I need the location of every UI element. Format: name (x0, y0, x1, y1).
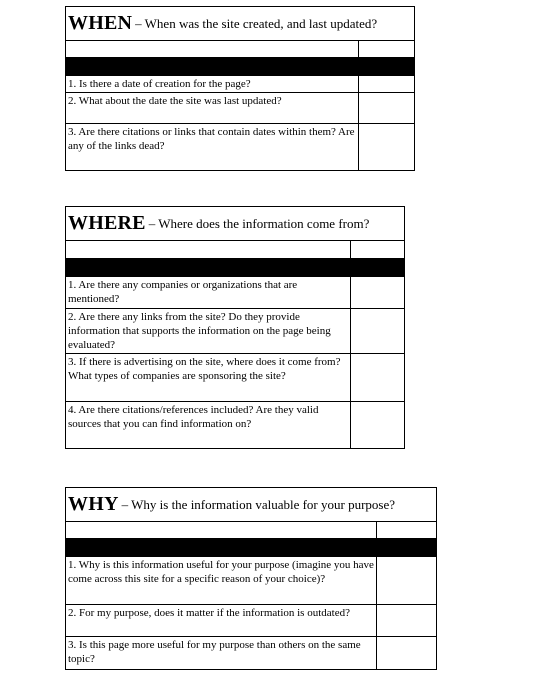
question-row: 4. Are there citations/references included? Are they valid sources that you can find information on? (66, 402, 404, 448)
black-band-row (66, 58, 414, 76)
empty-header-row (66, 522, 436, 539)
section-keyword: WHY (68, 493, 119, 515)
question-row: 3. Is this page more useful for my purpose than others on the same topic? (66, 637, 436, 669)
answer-cell[interactable] (351, 277, 404, 308)
empty-header-row (66, 241, 404, 259)
section-subtitle: – Where does the information come from? (148, 215, 370, 231)
question-row: 3. Are there citations or links that contain dates within them? Are any of the links dead? (66, 124, 414, 170)
when-table (65, 6, 415, 171)
answer-cell[interactable] (359, 76, 414, 92)
answer-cell[interactable] (377, 605, 436, 636)
answer-cell[interactable] (359, 124, 414, 170)
why-title-row (66, 488, 436, 522)
question-row: 2. Are there any links from the site? Do they provide information that supports the information on the page being evaluated? (66, 309, 404, 354)
question-row: 3. If there is advertising on the site, where does it come from? What types of companies are sponsoring the site? (66, 354, 404, 402)
where-table (65, 206, 405, 449)
when-title-row (66, 7, 414, 41)
question-row: 1. Why is this information useful for your purpose (imagine you have come across this site for a specific reason of your choice)? (66, 557, 436, 605)
empty-header-row (66, 41, 414, 58)
answer-cell[interactable] (351, 354, 404, 401)
black-band-row (66, 259, 404, 277)
answer-cell[interactable] (377, 637, 436, 669)
answer-cell[interactable] (359, 93, 414, 123)
answer-cell[interactable] (351, 402, 404, 448)
answer-cell[interactable] (377, 557, 436, 604)
question-row: 1. Is there a date of creation for the page? (66, 76, 414, 93)
question-row: 2. For my purpose, does it matter if the information is outdated? (66, 605, 436, 637)
question-row: 2. What about the date the site was last updated? (66, 93, 414, 124)
section-keyword: WHEN (68, 12, 133, 34)
section-subtitle: – Why is the information valuable for your purpose? (121, 496, 396, 512)
section-keyword: WHERE (68, 212, 146, 234)
question-row: 1. Are there any companies or organizations that are mentioned? (66, 277, 404, 309)
section-subtitle: – When was the site created, and last updated? (135, 15, 378, 31)
why-table (65, 487, 437, 670)
answer-cell[interactable] (351, 309, 404, 353)
black-band-row (66, 539, 436, 557)
where-title-row (66, 207, 404, 241)
